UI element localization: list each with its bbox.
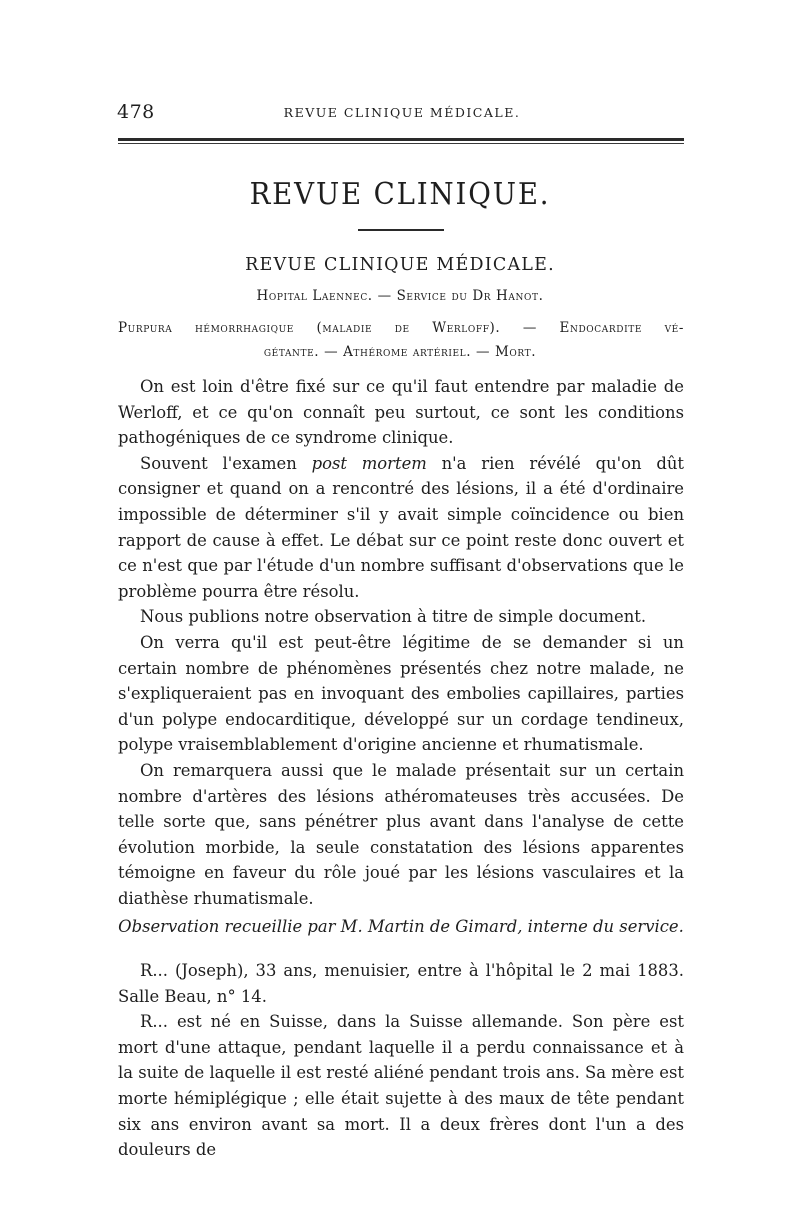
introduction-text xyxy=(118,374,684,911)
paragraph-5: On remarquera aussi que le malade présentait sur un certain nombre d'artères des lésions athéromateuses très accusées. De telle sorte que, sans pénétrer plus avant dans l'analyse de cette évolution morbide, la seule constatation des lésions apparentes témoigne en faveur du rôle joué par les lésions vasculaires et la diathèse rhumatismale. xyxy=(118,760,684,908)
observation-paragraph-2: R... est né en Suisse, dans la Suisse allemande. Son père est mort d'une attaque, pendant laquelle il a perdu connaissance et à la suite de laquelle il est resté aliéné pendant trois ans. Sa mère est morte hémiplégique ; elle était sujette à des maux de tête pendant six ans environ avant sa mort. Il a deux frères dont l'un a des douleurs de xyxy=(118,1012,684,1160)
observation-heading: Observation recueillie par M. Martin de Gimard, interne du service. xyxy=(118,917,684,936)
section-title: REVUE CLINIQUE. xyxy=(249,177,551,212)
paragraph-3: Nous publions notre observation à titre de simple document. xyxy=(140,607,647,627)
paragraph-1: On est loin d'être fixé sur ce qu'il faut entendre par maladie de Werloff, et ce qu'on connaît peu surtout, ce sont les conditions pathogéniques de ce syndrome clinique. xyxy=(118,377,684,448)
case-title-line-1: Purpura hémorrhagique (maladie de Werloff). — Endocardite vé- xyxy=(118,320,684,336)
running-title: REVUE CLINIQUE MÉDICALE. xyxy=(283,105,521,120)
title-divider xyxy=(358,229,444,231)
subsection-title: REVUE CLINIQUE MÉDICALE. xyxy=(245,255,555,275)
observation-paragraph-1: R... (Joseph), 33 ans, menuisier, entre à l'hôpital le 2 mai 1883. Salle Beau, n° 14. xyxy=(118,961,684,1006)
paragraph-4: On verra qu'il est peut-être légitime de se demander si un certain nombre de phénomènes présentés chez notre malade, ne s'expliqueraient pas en invoquant des embolies capillaires, parties d'un polype endocarditique, développé sur un cordage tendineux, polype vraisemblablement d'origine ancienne et rhumatismale. xyxy=(118,632,684,755)
page-number: 478 xyxy=(117,101,155,123)
observation-text xyxy=(118,958,684,1163)
latin-term: post mortem xyxy=(311,453,427,473)
paragraph-2-start: Souvent l'examen xyxy=(140,453,312,473)
header-rule xyxy=(118,138,684,144)
paragraph-2 xyxy=(118,451,684,605)
hospital-line: Hopital Laennec. — Service du Dr Hanot. xyxy=(256,288,544,304)
running-header xyxy=(117,101,687,125)
paragraph-2-end: n'a rien révélé qu'on dût consigner et quand on a rencontré des lésions, il a été d'ordinaire impossible de déterminer s'il y avait simple coïncidence ou bien rapport de cause à effet. Le débat sur ce point reste donc ouvert et ce n'est que par l'étude d'un nombre suffisant d'observations que le problème pourra être résolu. xyxy=(118,453,684,601)
case-title-line-2: gétante. — Athérome artériel. — Mort. xyxy=(263,344,537,360)
